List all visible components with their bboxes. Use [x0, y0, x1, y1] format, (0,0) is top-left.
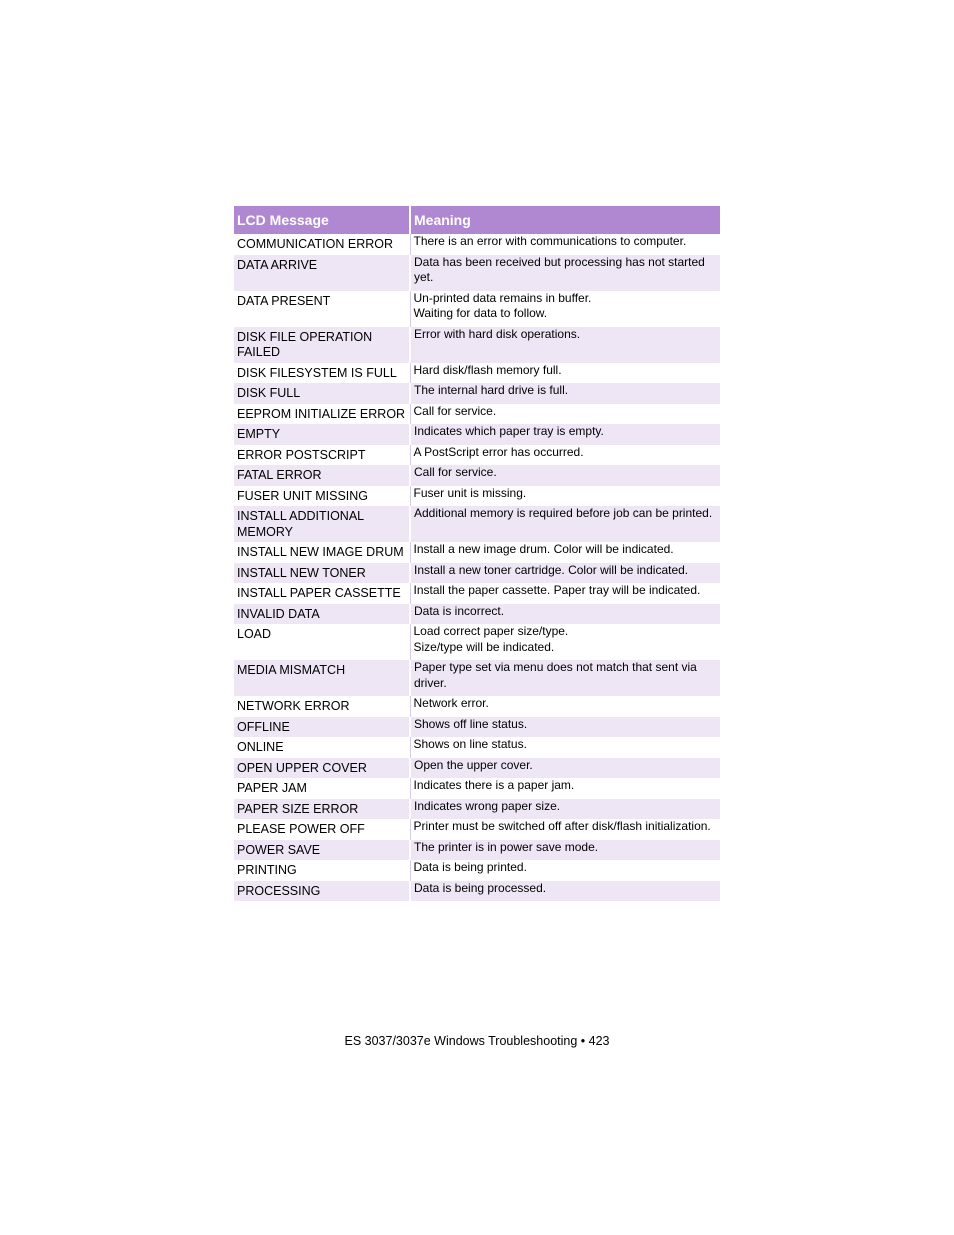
lcd-message-cell: DATA ARRIVE: [234, 255, 410, 291]
lcd-message-cell: OPEN UPPER COVER: [234, 758, 410, 779]
meaning-cell: Install a new toner cartridge. Color will be indicated.: [410, 563, 720, 584]
meaning-cell: Data has been received but processing has not started yet.: [410, 255, 720, 291]
meaning-cell: The printer is in power save mode.: [410, 840, 720, 861]
lcd-message-cell: ONLINE: [237, 740, 284, 754]
table-row: [234, 660, 720, 696]
lcd-message-cell: PROCESSING: [234, 881, 410, 902]
meaning-cell: Call for service.: [410, 404, 720, 425]
lcd-message-cell: COMMUNICATION ERROR: [237, 237, 394, 251]
meaning-cell: Install a new image drum. Color will be indicated.: [410, 542, 720, 563]
meaning-cell: Hard disk/flash memory full.: [410, 363, 720, 384]
table-row: [234, 758, 720, 779]
meaning-cell: There is an error with communications to computer.: [410, 234, 720, 255]
table-row: [234, 424, 720, 445]
table-row: [234, 234, 720, 255]
meaning-cell: Indicates there is a paper jam.: [410, 778, 720, 799]
table-row: [234, 881, 720, 902]
meaning-cell: Printer must be switched off after disk/flash initialization.: [410, 819, 720, 840]
lcd-message-cell: POWER SAVE: [234, 840, 410, 861]
lcd-message-cell: DATA PRESENT: [237, 293, 331, 308]
header-meaning: Meaning: [410, 206, 720, 234]
meaning-cell: Data is incorrect.: [410, 604, 720, 625]
meaning-cell: Data is being processed.: [410, 881, 720, 902]
table-row: [234, 860, 720, 881]
meaning-cell: Fuser unit is missing.: [410, 486, 720, 507]
table-row: [234, 563, 720, 584]
meaning-cell: Indicates wrong paper size.: [410, 799, 720, 820]
lcd-message-cell: INVALID DATA: [234, 604, 410, 625]
meaning-cell: Error with hard disk operations.: [410, 327, 720, 363]
lcd-message-cell: NETWORK ERROR: [237, 699, 350, 713]
table-row: [234, 383, 720, 404]
table-row: [234, 327, 720, 363]
lcd-message-cell: INSTALL ADDITIONAL MEMORY: [234, 506, 410, 542]
meaning-cell: Call for service.: [410, 465, 720, 486]
table-row: [234, 363, 720, 384]
table-row: [234, 506, 720, 542]
page-footer: ES 3037/3037e Windows Troubleshooting • 423: [344, 1034, 610, 1048]
lcd-message-cell: MEDIA MISMATCH: [234, 660, 410, 696]
lcd-message-cell: PAPER JAM: [237, 781, 307, 795]
lcd-message-cell: FUSER UNIT MISSING: [237, 488, 369, 503]
meaning-cell: Additional memory is required before job can be printed.: [410, 506, 720, 542]
meaning-cell: Network error.: [410, 696, 720, 717]
lcd-message-cell: DISK FILE OPERATION FAILED: [234, 327, 410, 363]
table-row: [234, 840, 720, 861]
table-row: [234, 819, 720, 840]
table-row: [234, 717, 720, 738]
lcd-message-cell: EEPROM INITIALIZE ERROR: [237, 406, 406, 421]
lcd-message-table: [234, 206, 720, 901]
meaning-cell: Shows off line status.: [410, 717, 720, 738]
table-header-row: [234, 206, 720, 234]
meaning-cell: Data is being printed.: [410, 860, 720, 881]
table-row: [234, 486, 720, 507]
table-row: [234, 604, 720, 625]
meaning-cell: Un-printed data remains in buffer. Waiting for data to follow.: [410, 291, 720, 327]
table-row: [234, 465, 720, 486]
table-row: [234, 255, 720, 291]
lcd-message-cell: INSTALL NEW TONER: [234, 563, 410, 584]
table-row: [234, 291, 720, 327]
lcd-message-cell: FATAL ERROR: [234, 465, 410, 486]
lcd-message-cell: DISK FULL: [234, 383, 410, 404]
table-row: [234, 624, 720, 660]
meaning-cell: Paper type set via menu does not match that sent via driver.: [410, 660, 720, 696]
lcd-message-cell: OFFLINE: [234, 717, 410, 738]
lcd-message-cell: PAPER SIZE ERROR: [234, 799, 410, 820]
meaning-cell: Shows on line status.: [410, 737, 720, 758]
lcd-message-cell: EMPTY: [234, 424, 410, 445]
table-row: [234, 696, 720, 717]
table-row: [234, 445, 720, 466]
table-body: [234, 234, 720, 901]
header-lcd-message: LCD Message: [234, 206, 410, 234]
lcd-message-cell: DISK FILESYSTEM IS FULL: [237, 365, 397, 380]
table-row: [234, 778, 720, 799]
meaning-cell: The internal hard drive is full.: [410, 383, 720, 404]
meaning-cell: Load correct paper size/type. Size/type will be indicated.: [410, 624, 720, 660]
lcd-message-cell: PRINTING: [237, 863, 297, 877]
lcd-message-cell: INSTALL NEW IMAGE DRUM: [237, 545, 404, 559]
lcd-message-cell: PLEASE POWER OFF: [237, 822, 365, 836]
table-row: [234, 737, 720, 758]
table-row: [234, 799, 720, 820]
meaning-cell: Install the paper cassette. Paper tray will be indicated.: [410, 583, 720, 604]
meaning-cell: Open the upper cover.: [410, 758, 720, 779]
lcd-message-cell: INSTALL PAPER CASSETTE: [237, 586, 401, 600]
lcd-message-cell: LOAD: [237, 627, 272, 641]
meaning-cell: Indicates which paper tray is empty.: [410, 424, 720, 445]
table-row: [234, 404, 720, 425]
table-row: [234, 542, 720, 563]
meaning-cell: A PostScript error has occurred.: [410, 445, 720, 466]
lcd-message-cell: ERROR POSTSCRIPT: [237, 447, 366, 462]
table-row: [234, 583, 720, 604]
